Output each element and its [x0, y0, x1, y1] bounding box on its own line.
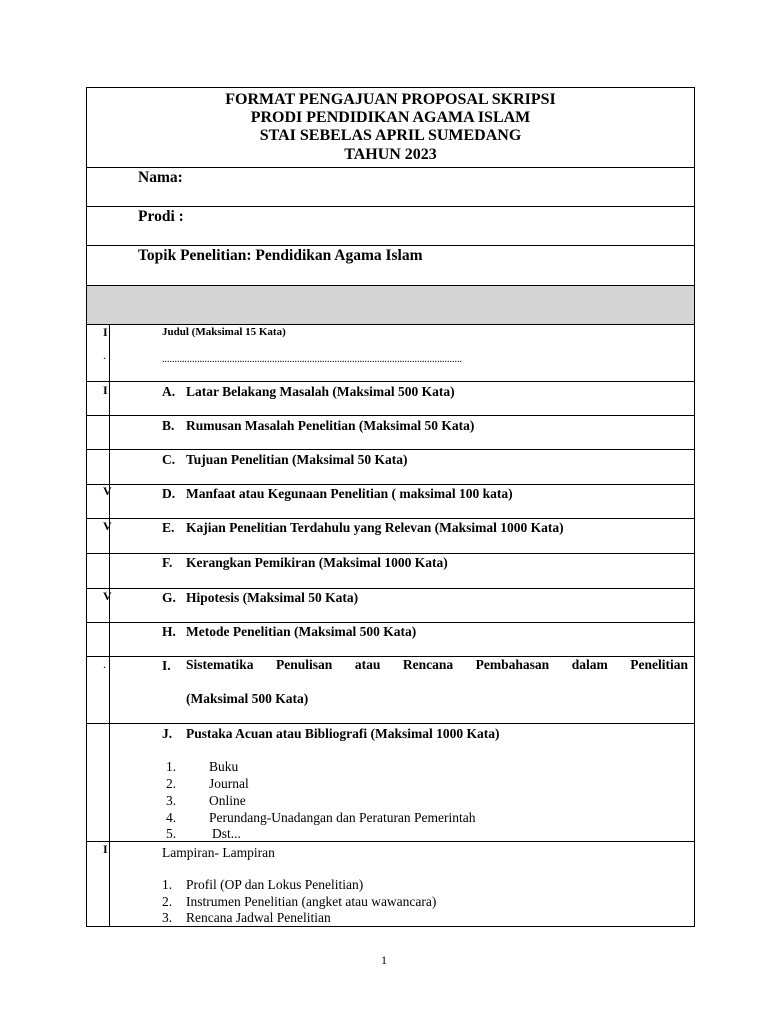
list-item-number: 5.: [166, 826, 177, 841]
section-c-letter: C.: [162, 452, 176, 467]
year-title: TAHUN 2023: [344, 146, 437, 163]
section-j-letter: J.: [162, 726, 173, 741]
list-item-number: 2.: [162, 894, 173, 909]
section-h: Metode Penelitian (Maksimal 500 Kata): [186, 624, 417, 639]
row-divider: [86, 167, 695, 168]
page-number: 1: [381, 953, 387, 967]
roman-numeral-dot: .: [103, 657, 106, 671]
list-item: Online: [209, 793, 246, 808]
section-h-letter: H.: [162, 624, 176, 639]
form-title: FORMAT PENGAJUAN PROPOSAL SKRIPSI: [225, 91, 556, 108]
lampiran-title: Lampiran- Lampiran: [162, 845, 275, 860]
roman-numeral: V: [103, 589, 112, 603]
section-e-letter: E.: [162, 520, 175, 535]
section-c: Tujuan Penelitian (Maksimal 50 Kata): [186, 452, 408, 467]
list-item: Dst...: [212, 826, 241, 841]
row-divider: [86, 381, 695, 382]
roman-numeral: I: [103, 383, 108, 397]
list-item: Profil (OP dan Lokus Penelitian): [186, 877, 364, 892]
row-divider: [86, 622, 695, 623]
roman-numeral: V: [103, 519, 112, 533]
topik-label: Topik Penelitian: Pendidikan Agama Islam: [138, 247, 423, 264]
section-d-letter: D.: [162, 486, 176, 501]
row-divider: [86, 245, 695, 246]
roman-numeral: I: [103, 325, 108, 339]
column-divider: [109, 324, 110, 927]
list-item-number: 4.: [166, 810, 177, 825]
list-item-number: 3.: [162, 910, 173, 925]
shaded-row: [87, 286, 694, 324]
prodi-label: Prodi :: [138, 208, 184, 225]
row-divider: [86, 324, 695, 325]
row-divider: [86, 553, 695, 554]
list-item: Perundang-Unadangan dan Peraturan Pemerintah: [209, 810, 476, 825]
row-divider: [86, 415, 695, 416]
roman-numeral-dot: .: [103, 348, 106, 362]
section-f: Kerangkan Pemikiran (Maksimal 1000 Kata): [186, 555, 448, 570]
section-i-letter: I.: [162, 658, 171, 673]
list-item-number: 1.: [162, 877, 173, 892]
nama-label: Nama:: [138, 169, 183, 186]
section-d: Manfaat atau Kegunaan Penelitian ( maksimal 100 kata): [186, 486, 513, 501]
row-divider: [86, 449, 695, 450]
row-divider: [86, 206, 695, 207]
list-item-number: 3.: [166, 793, 177, 808]
section-i: Sistematika Penulisan atau Rencana Pembahasan dalam Penelitian: [186, 657, 688, 672]
row-divider: [86, 518, 695, 519]
judul-label: Judul (Maksimal 15 Kata): [162, 326, 286, 338]
institution-title: STAI SEBELAS APRIL SUMEDANG: [259, 127, 522, 144]
section-i-continued: (Maksimal 500 Kata): [186, 691, 309, 706]
section-f-letter: F.: [162, 555, 173, 570]
program-title: PRODI PENDIDIKAN AGAMA ISLAM: [250, 109, 531, 126]
section-g-letter: G.: [162, 590, 176, 605]
list-item: Instrumen Penelitian (angket atau wawancara): [186, 894, 437, 909]
list-item-number: 2.: [166, 776, 177, 791]
section-a: Latar Belakang Masalah (Maksimal 500 Kata): [186, 384, 455, 399]
section-b-letter: B.: [162, 418, 175, 433]
row-divider: [86, 484, 695, 485]
roman-numeral: V: [103, 484, 112, 498]
list-item: Rencana Jadwal Penelitian: [186, 910, 331, 925]
roman-numeral: I: [103, 842, 108, 856]
section-e: Kajian Penelitian Terdahulu yang Relevan (Maksimal 1000 Kata): [186, 520, 564, 535]
section-g: Hipotesis (Maksimal 50 Kata): [186, 590, 359, 605]
row-divider: [86, 723, 695, 724]
section-b: Rumusan Masalah Penelitian (Maksimal 50 Kata): [186, 418, 475, 433]
row-divider: [86, 841, 695, 842]
list-item: Journal: [209, 776, 249, 791]
judul-dotted-line: ........................................................................................................................: [162, 354, 462, 365]
section-j: Pustaka Acuan atau Bibliografi (Maksimal 1000 Kata): [186, 726, 500, 741]
list-item-number: 1.: [166, 759, 177, 774]
list-item: Buku: [209, 759, 239, 774]
row-divider: [86, 588, 695, 589]
section-a-letter: A.: [162, 384, 176, 399]
